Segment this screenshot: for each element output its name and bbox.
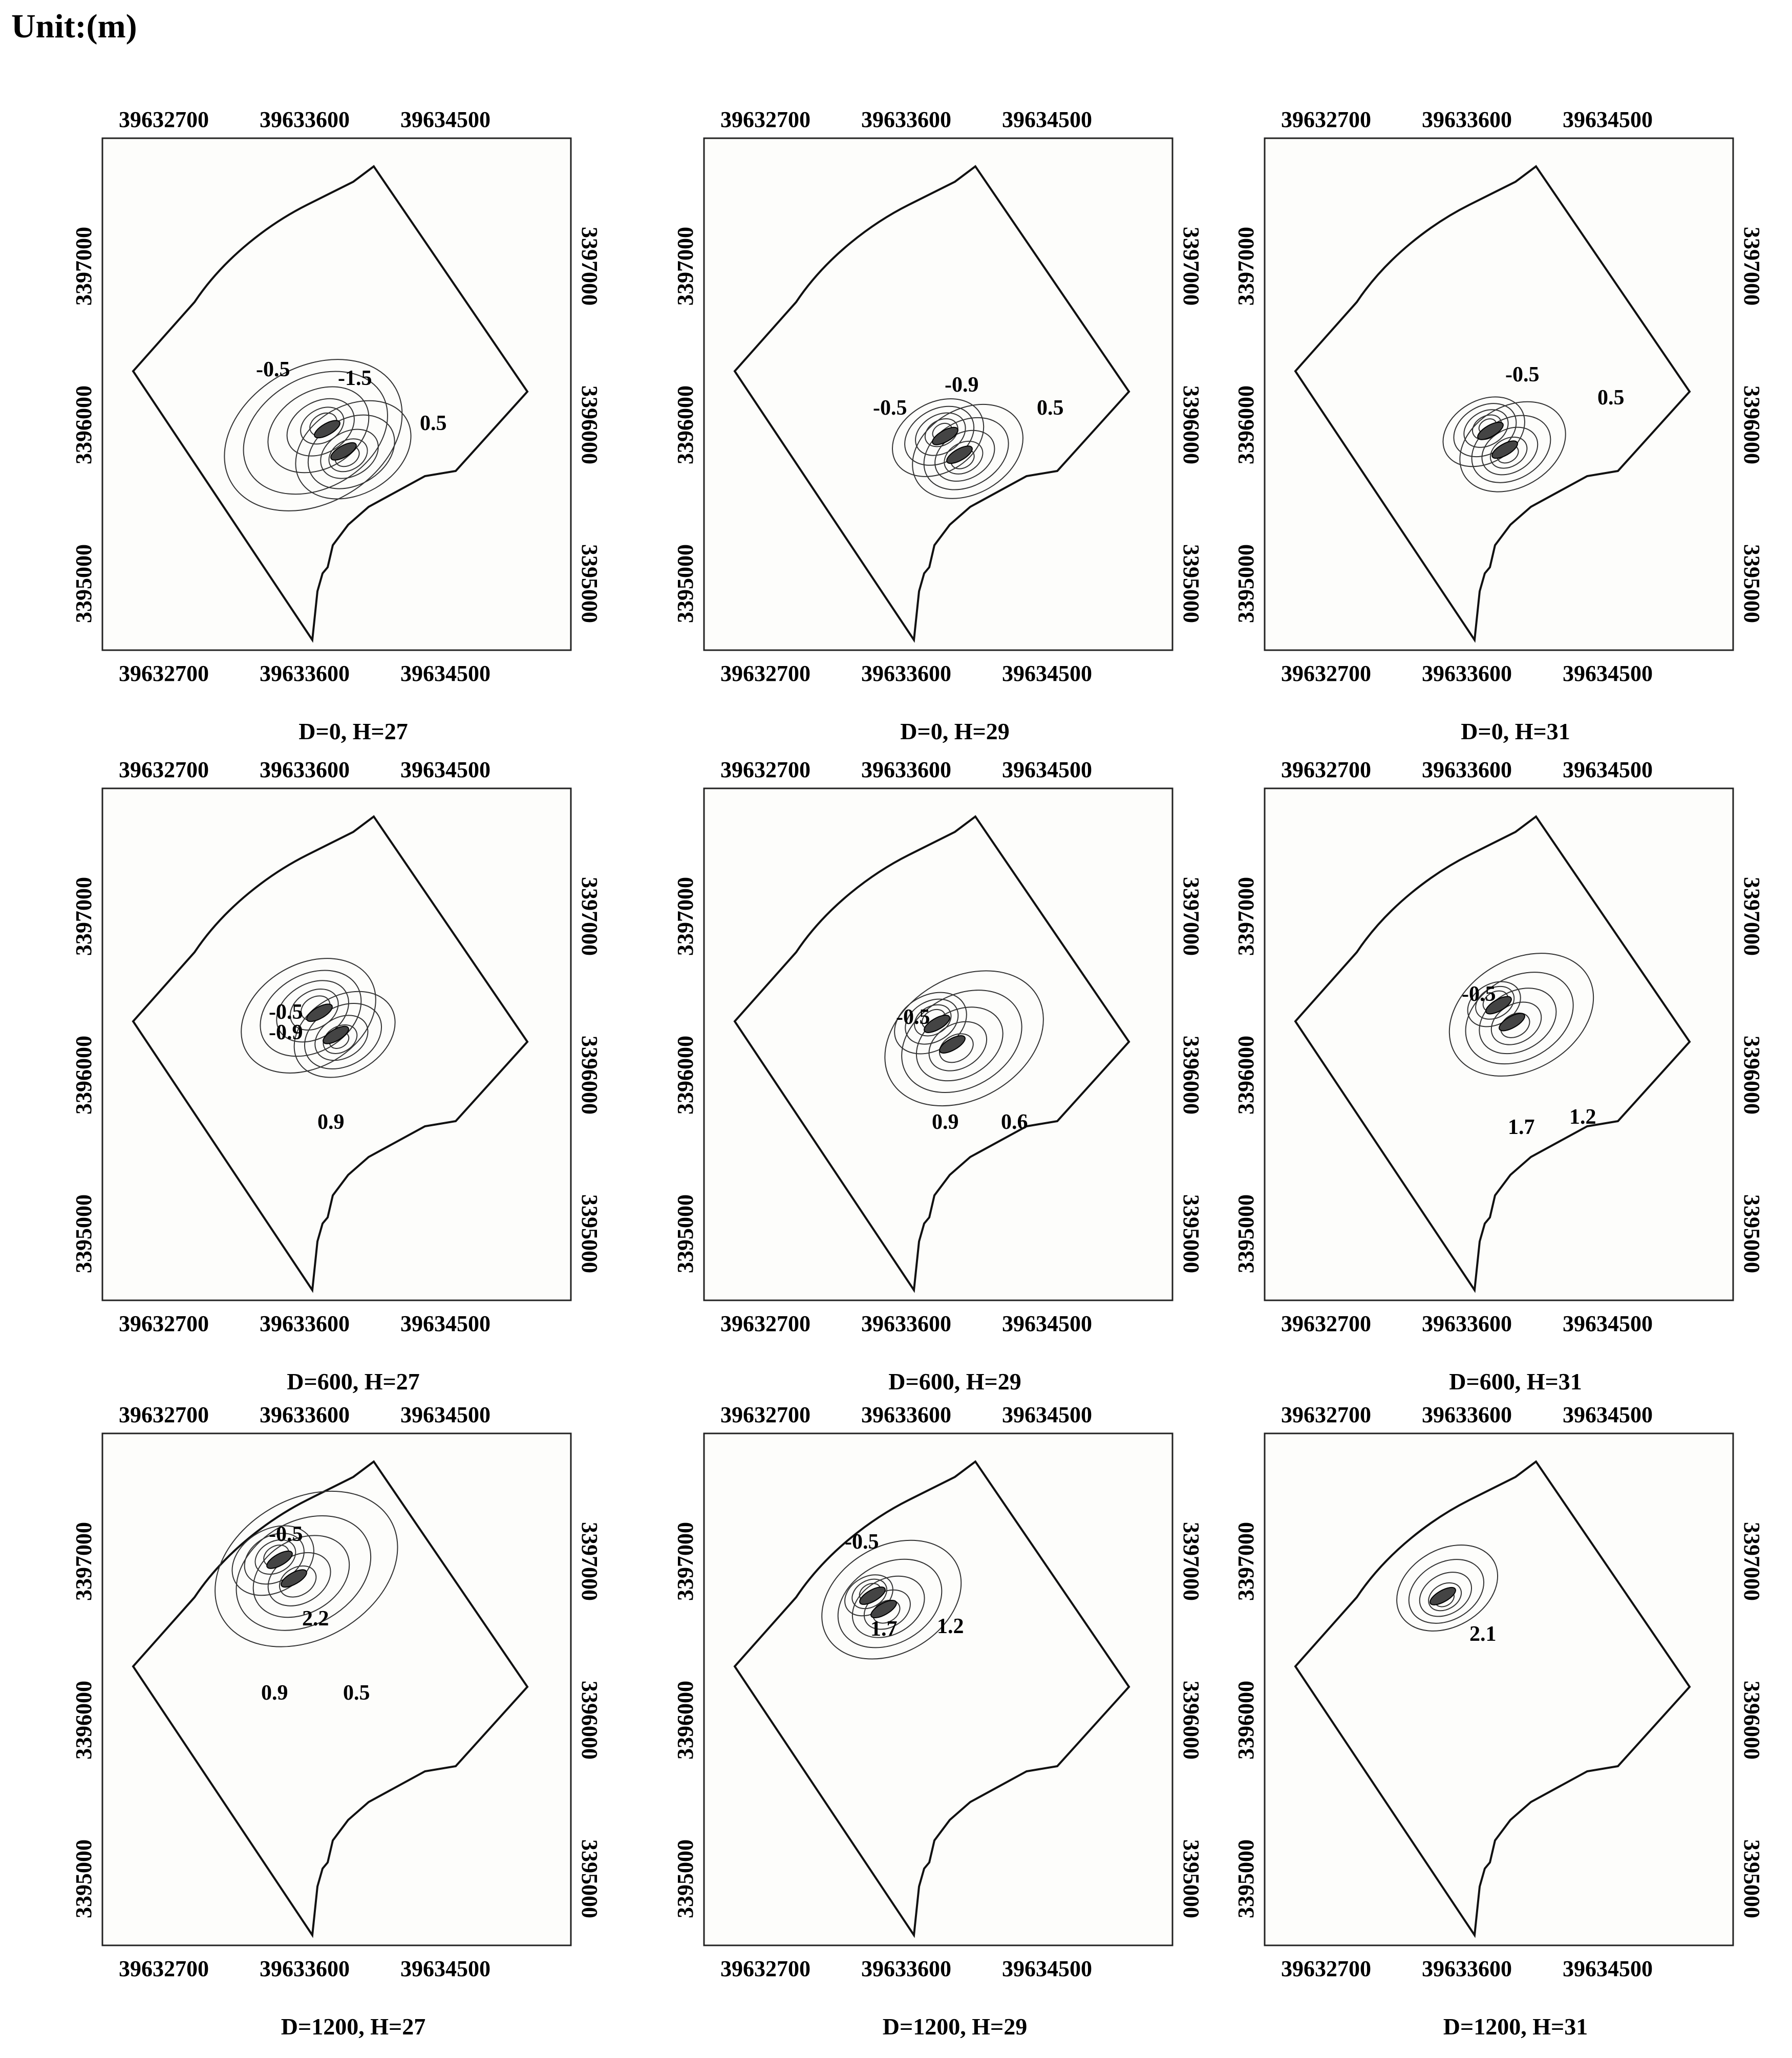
y-tick-right: 3395000 (577, 544, 602, 623)
x-tick-top: 39634500 (400, 107, 490, 132)
map-frame (704, 1433, 1172, 1945)
x-tick-top: 39632700 (1281, 1402, 1371, 1427)
y-tick-left: 3396000 (1233, 1036, 1258, 1114)
contour-map (1234, 97, 1792, 706)
map-frame (102, 138, 571, 650)
panel-caption: D=1200, H=29 (882, 2013, 1028, 2040)
x-tick-bottom: 39633600 (1422, 1311, 1512, 1336)
x-tick-bottom: 39632700 (119, 1956, 209, 1981)
y-tick-right: 3396000 (1179, 385, 1204, 464)
y-tick-right: 3396000 (1739, 1036, 1764, 1114)
x-tick-top: 39633600 (260, 107, 350, 132)
y-tick-left: 3397000 (71, 1522, 96, 1601)
contour-map (673, 1392, 1267, 2002)
map-frame (704, 788, 1172, 1300)
map-frame (102, 788, 571, 1300)
x-tick-top: 39634500 (1002, 107, 1092, 132)
contour-label: 0.5 (343, 1681, 370, 1705)
y-tick-left: 3397000 (71, 877, 96, 956)
map-frame (1265, 1433, 1733, 1945)
y-tick-right: 3397000 (1739, 227, 1764, 306)
y-tick-right: 3395000 (577, 1194, 602, 1273)
y-tick-right: 3397000 (1739, 877, 1764, 956)
map-frame (1265, 138, 1733, 650)
y-tick-left: 3395000 (673, 544, 698, 623)
x-tick-bottom: 39633600 (1422, 1956, 1512, 1981)
y-tick-left: 3397000 (1233, 877, 1258, 956)
contour-label: -0.5 (1505, 363, 1540, 387)
contour-map (72, 747, 666, 1357)
y-tick-left: 3396000 (71, 1036, 96, 1114)
y-tick-right: 3397000 (1179, 227, 1204, 306)
contour-label: 0.9 (317, 1110, 345, 1134)
y-tick-left: 3397000 (1233, 1522, 1258, 1601)
x-tick-top: 39632700 (119, 107, 209, 132)
map-frame (704, 138, 1172, 650)
map-panel (72, 747, 666, 1413)
y-tick-left: 3396000 (673, 385, 698, 464)
panel-caption: D=600, H=27 (287, 1368, 420, 1395)
contour-label: -0.5 (256, 358, 290, 381)
x-tick-top: 39633600 (1422, 107, 1512, 132)
y-tick-right: 3397000 (577, 877, 602, 956)
y-tick-left: 3397000 (673, 877, 698, 956)
x-tick-bottom: 39634500 (1002, 1311, 1092, 1336)
contour-label: -1.5 (338, 367, 372, 390)
y-tick-left: 3395000 (71, 544, 96, 623)
contour-map (72, 97, 666, 706)
x-tick-bottom: 39633600 (260, 1956, 350, 1981)
x-tick-bottom: 39634500 (1002, 1956, 1092, 1981)
x-tick-bottom: 39633600 (260, 661, 350, 686)
x-tick-top: 39634500 (400, 757, 490, 782)
y-tick-left: 3395000 (71, 1194, 96, 1273)
y-tick-left: 3396000 (673, 1681, 698, 1760)
y-tick-left: 3396000 (1233, 1681, 1258, 1760)
contour-map (673, 747, 1267, 1357)
y-tick-right: 3395000 (1739, 1839, 1764, 1918)
x-tick-bottom: 39632700 (720, 1311, 810, 1336)
panel-caption: D=600, H=29 (888, 1368, 1021, 1395)
x-tick-top: 39632700 (1281, 757, 1371, 782)
y-tick-right: 3396000 (1739, 1681, 1764, 1760)
contour-label: 0.5 (1597, 386, 1625, 410)
x-tick-top: 39634500 (1002, 757, 1092, 782)
map-panel (72, 97, 666, 763)
y-tick-left: 3396000 (1233, 385, 1258, 464)
contour-label: 1.7 (870, 1617, 898, 1641)
x-tick-bottom: 39633600 (861, 661, 951, 686)
x-tick-top: 39632700 (720, 1402, 810, 1427)
contour-label: -0.5 (873, 396, 907, 420)
x-tick-bottom: 39634500 (400, 1956, 490, 1981)
x-tick-bottom: 39634500 (400, 661, 490, 686)
y-tick-right: 3396000 (577, 1681, 602, 1760)
contour-map (1234, 747, 1792, 1357)
y-tick-left: 3396000 (71, 1681, 96, 1760)
y-tick-right: 3395000 (1179, 544, 1204, 623)
x-tick-bottom: 39634500 (1563, 1311, 1653, 1336)
y-tick-left: 3397000 (1233, 227, 1258, 306)
contour-label: 0.5 (420, 412, 447, 435)
y-tick-right: 3396000 (1179, 1681, 1204, 1760)
contour-map (1234, 1392, 1792, 2002)
panel-caption: D=1200, H=27 (281, 2013, 426, 2040)
panel-caption: D=0, H=29 (900, 718, 1010, 744)
x-tick-top: 39632700 (720, 757, 810, 782)
contour-label: 2.2 (302, 1607, 329, 1631)
x-tick-top: 39634500 (1563, 107, 1653, 132)
y-tick-left: 3397000 (71, 227, 96, 306)
x-tick-top: 39633600 (861, 1402, 951, 1427)
map-panel (673, 747, 1267, 1413)
x-tick-bottom: 39633600 (861, 1956, 951, 1981)
unit-label: Unit:(m) (11, 8, 137, 45)
y-tick-right: 3397000 (1739, 1522, 1764, 1601)
y-tick-left: 3397000 (673, 227, 698, 306)
y-tick-right: 3396000 (1179, 1036, 1204, 1114)
x-tick-bottom: 39634500 (1563, 1956, 1653, 1981)
x-tick-top: 39632700 (119, 1402, 209, 1427)
y-tick-right: 3397000 (1179, 1522, 1204, 1601)
y-tick-left: 3395000 (673, 1839, 698, 1918)
map-panel (1234, 747, 1792, 1413)
panel-caption: D=0, H=27 (298, 718, 408, 744)
y-tick-right: 3397000 (1179, 877, 1204, 956)
x-tick-bottom: 39634500 (1563, 661, 1653, 686)
y-tick-left: 3395000 (673, 1194, 698, 1273)
y-tick-right: 3395000 (1179, 1194, 1204, 1273)
x-tick-top: 39634500 (1563, 1402, 1653, 1427)
panel-caption: D=1200, H=31 (1443, 2013, 1588, 2040)
y-tick-left: 3396000 (71, 385, 96, 464)
x-tick-top: 39633600 (1422, 1402, 1512, 1427)
y-tick-left: 3395000 (1233, 1194, 1258, 1273)
y-tick-right: 3397000 (577, 1522, 602, 1601)
x-tick-bottom: 39632700 (1281, 661, 1371, 686)
contour-map (72, 1392, 666, 2002)
y-tick-right: 3395000 (1179, 1839, 1204, 1918)
contour-label: -0.5 (1462, 982, 1496, 1006)
y-tick-right: 3396000 (577, 1036, 602, 1114)
x-tick-bottom: 39632700 (1281, 1956, 1371, 1981)
x-tick-top: 39633600 (260, 757, 350, 782)
contour-label: 1.2 (1569, 1105, 1596, 1129)
y-tick-right: 3395000 (577, 1839, 602, 1918)
contour-label: -0.5 (269, 1523, 303, 1546)
x-tick-bottom: 39634500 (1002, 661, 1092, 686)
map-panel (1234, 1392, 1792, 2058)
contour-label: -0.5 (896, 1005, 930, 1029)
contour-label: -0.5 (845, 1530, 879, 1554)
contour-label: 2.1 (1469, 1622, 1497, 1646)
x-tick-bottom: 39633600 (260, 1311, 350, 1336)
x-tick-bottom: 39633600 (861, 1311, 951, 1336)
x-tick-top: 39633600 (260, 1402, 350, 1427)
map-panel (673, 97, 1267, 763)
contour-map (673, 97, 1267, 706)
contour-label: 1.7 (1508, 1116, 1535, 1139)
x-tick-top: 39632700 (1281, 107, 1371, 132)
panel-caption: D=600, H=31 (1449, 1368, 1582, 1395)
x-tick-bottom: 39632700 (119, 661, 209, 686)
y-tick-right: 3396000 (577, 385, 602, 464)
map-panel (1234, 97, 1792, 763)
contour-label: 0.6 (1001, 1110, 1028, 1134)
x-tick-top: 39633600 (861, 757, 951, 782)
y-tick-right: 3395000 (1739, 544, 1764, 623)
contour-label: -0.9 (269, 1021, 303, 1044)
y-tick-left: 3397000 (673, 1522, 698, 1601)
contour-label: 0.5 (1037, 396, 1064, 420)
x-tick-bottom: 39633600 (1422, 661, 1512, 686)
contour-label: -0.9 (945, 373, 979, 397)
x-tick-bottom: 39632700 (1281, 1311, 1371, 1336)
map-panel (673, 1392, 1267, 2058)
x-tick-top: 39632700 (720, 107, 810, 132)
y-tick-right: 3397000 (577, 227, 602, 306)
contour-label: 0.9 (261, 1681, 288, 1705)
x-tick-bottom: 39632700 (119, 1311, 209, 1336)
map-frame (102, 1433, 571, 1945)
x-tick-top: 39632700 (119, 757, 209, 782)
contour-label: 1.2 (937, 1615, 964, 1638)
x-tick-bottom: 39634500 (400, 1311, 490, 1336)
contour-label: 0.9 (932, 1110, 959, 1134)
y-tick-left: 3395000 (1233, 1839, 1258, 1918)
x-tick-top: 39634500 (1563, 757, 1653, 782)
x-tick-top: 39634500 (400, 1402, 490, 1427)
x-tick-bottom: 39632700 (720, 1956, 810, 1981)
map-panel (72, 1392, 666, 2058)
map-frame (1265, 788, 1733, 1300)
y-tick-right: 3396000 (1739, 385, 1764, 464)
contour-label: -0.5 (269, 1000, 303, 1024)
panel-caption: D=0, H=31 (1461, 718, 1570, 744)
y-tick-left: 3395000 (1233, 544, 1258, 623)
y-tick-left: 3396000 (673, 1036, 698, 1114)
x-tick-top: 39633600 (861, 107, 951, 132)
x-tick-top: 39633600 (1422, 757, 1512, 782)
x-tick-bottom: 39632700 (720, 661, 810, 686)
x-tick-top: 39634500 (1002, 1402, 1092, 1427)
y-tick-right: 3395000 (1739, 1194, 1764, 1273)
y-tick-left: 3395000 (71, 1839, 96, 1918)
